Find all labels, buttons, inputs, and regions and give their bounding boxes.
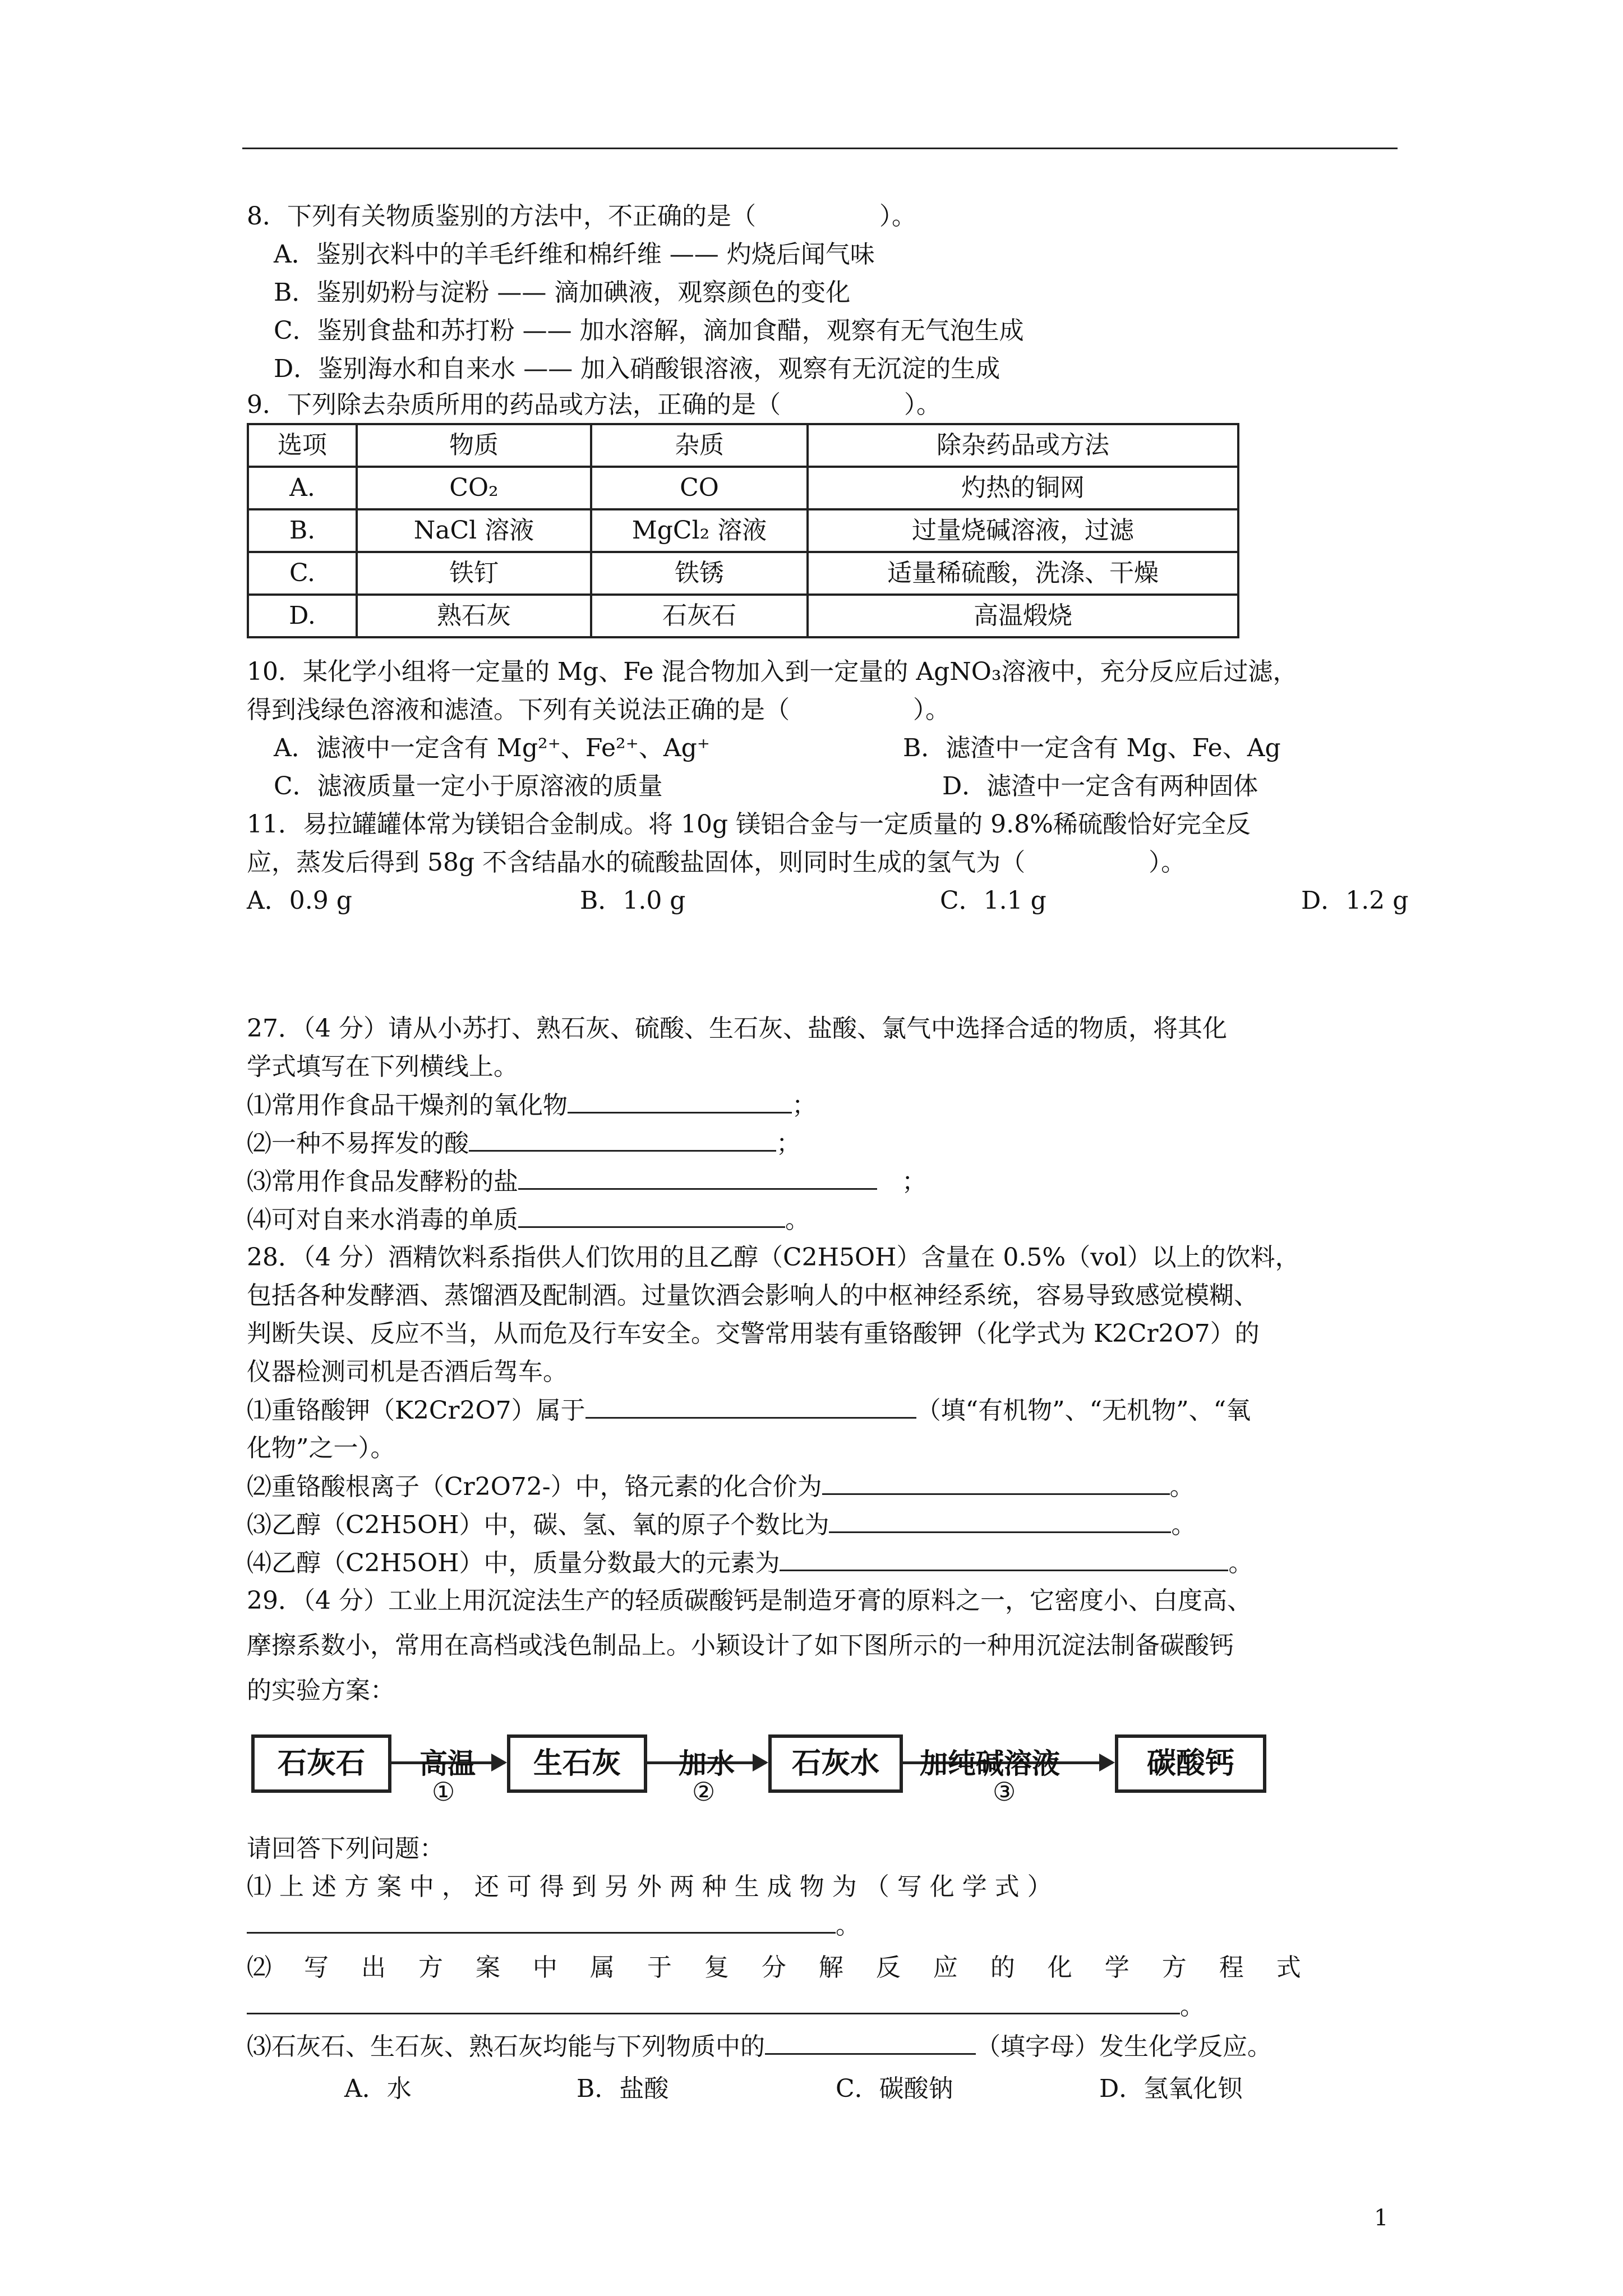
q29-sub-1-answer [247,1906,860,1945]
table-cell: CO₂ [357,467,591,509]
q27-item-4 [247,1200,810,1239]
answer-blank[interactable] [822,1467,1170,1495]
table-cell: 熟石灰 [357,595,591,637]
q27-item-1-text: ⑴常用作食品干燥剂的氧化物 [247,1091,568,1120]
q28-line-3: 判断失误、反应不当，从而危及行车安全。交警常用装有重铬酸钾（化学式为 K2Cr2O7）的 [247,1319,1260,1348]
q29-line-1: 29．（4 分）工业上用沉淀法生产的轻质碳酸钙是制造牙膏的原料之一，它密度小、白度高、 [247,1586,1252,1615]
q27-item-2 [247,1124,801,1163]
table-cell: 高温煅烧 [808,595,1238,637]
flow-box-quicklime: 生石灰 [507,1734,647,1793]
flow-label-2: 加水 [679,1747,735,1780]
table-cell: MgCl₂ 溶液 [591,509,808,552]
table-cell: C. [248,552,357,595]
punct: 。 [1169,1473,1195,1501]
flow-arrow-2 [647,1747,766,1807]
answer-blank[interactable] [765,2027,976,2055]
q11-line-1: 11．易拉罐罐体常为镁铝合金制成。将 10g 镁铝合金与一定质量的 9.8%稀硫酸恰好完全反 [247,810,1251,839]
flow-label-3: 加纯碱溶液 [920,1747,1060,1780]
q10-option-c: C．滤液质量一定小于原溶液的质量 [274,772,663,800]
answer-blank[interactable] [518,1162,877,1190]
answer-blank[interactable] [518,1200,785,1228]
q10-line-2: 得到浅绿色溶液和滤渣。下列有关说法正确的是（ ）。 [247,696,950,724]
table-header-cell: 杂质 [591,424,808,467]
punct: ； [877,1167,926,1196]
flow-step-2: ② [692,1777,716,1807]
header-rule [242,148,1398,149]
punct: 。 [1180,1992,1205,2021]
q10-option-d: D．滤渣中一定含有两种固体 [942,772,1258,800]
page-number: 1 [1374,2205,1389,2231]
q27-item-3-text: ⑶常用作食品发酵粉的盐 [247,1167,518,1196]
table-cell: 适量稀硫酸，洗涤、干燥 [808,552,1238,595]
q8-stem: 8．下列有关物质鉴别的方法中，不正确的是（ ）。 [247,202,916,231]
q27-line-2: 学式填写在下列横线上。 [247,1052,518,1081]
q28-sub-4 [247,1544,1253,1582]
table-row [248,509,1238,552]
q28-sub-3 [247,1506,1196,1544]
answer-blank[interactable] [829,1506,1171,1533]
punct: 。 [836,1911,860,1940]
table-cell: 石灰石 [591,595,808,637]
table-cell: A. [248,467,357,509]
q29-sub-2-answer [247,1987,1205,2026]
q29-line-3: 的实验方案： [247,1676,395,1705]
flow-arrow-3 [903,1747,1113,1807]
answer-blank[interactable] [568,1086,792,1114]
q8-option-c: C．鉴别食盐和苏打粉 —— 加水溶解，滴加食醋，观察有无气泡生成 [274,316,1024,345]
flow-box-limewater: 石灰水 [768,1734,903,1793]
table-row [248,552,1238,595]
q27-item-2-text: ⑵一种不易挥发的酸 [247,1129,469,1158]
q29-option-c: C．碳酸钠 [836,2074,953,2103]
q10-option-a: A．滤液中一定含有 Mg²⁺、Fe²⁺、Ag⁺ [274,734,711,762]
table-cell: 铁锈 [591,552,808,595]
q9-table [247,423,1239,638]
punct: ； [776,1129,801,1158]
q28-line-2: 包括各种发酵酒、蒸馏酒及配制酒。过量饮酒会影响人的中枢神经系统，容易导致感觉模糊、 [247,1281,1258,1310]
q29-option-d: D．氢氧化钡 [1099,2074,1243,2103]
q28-sub-4-text: ⑷乙醇（C2H5OH）中，质量分数最大的元素为 [247,1549,780,1577]
q10-line-1: 10．某化学小组将一定量的 Mg、Fe 混合物加入到一定量的 AgNO₃溶液中，充分反应后过滤， [247,657,1298,686]
q29-sub-3-hint: （填字母）发生化学反应。 [976,2032,1272,2061]
q11-line-2: 应，蒸发后得到 58g 不含结晶水的硫酸盐固体，则同时生成的氢气为（ ）。 [247,848,1186,877]
q11-option-b: B．1.0 g [580,886,686,915]
table-cell: NaCl 溶液 [357,509,591,552]
table-row [248,467,1238,509]
q11-option-c: C．1.1 g [940,886,1046,915]
table-cell: 过量烧碱溶液，过滤 [808,509,1238,552]
table-header-row [248,424,1238,467]
process-flow-diagram [247,1712,1279,1830]
table-cell: B. [248,509,357,552]
flow-label-1: 高温 [419,1747,476,1780]
q28-sub-2 [247,1467,1195,1506]
flow-box-calcium-carbonate: 碳酸钙 [1115,1734,1266,1793]
table-header-cell: 除杂药品或方法 [808,424,1238,467]
answer-blank[interactable] [780,1544,1228,1571]
q11-option-d: D．1.2 g [1301,886,1409,915]
q29-option-b: B．盐酸 [577,2074,669,2103]
q8-option-a: A．鉴别衣料中的羊毛纤维和棉纤维 —— 灼烧后闻气味 [274,240,875,269]
q8-option-d: D．鉴别海水和自来水 —— 加入硝酸银溶液，观察有无沉淀的生成 [274,355,1000,383]
punct: 。 [785,1205,810,1234]
q29-option-a: A．水 [344,2074,412,2103]
q28-sub-1-text: ⑴重铬酸钾（K2Cr2O7）属于 [247,1396,585,1425]
table-cell: D. [248,595,357,637]
punct: ； [792,1091,817,1120]
q10-option-b: B．滤渣中一定含有 Mg、Fe、Ag [903,734,1281,762]
q11-option-a: A．0.9 g [247,886,352,915]
q28-line-4: 仪器检测司机是否酒后驾车。 [247,1358,568,1386]
flow-step-1: ① [432,1777,455,1807]
q28-sub-3-text: ⑶乙醇（C2H5OH）中，碳、氢、氧的原子个数比为 [247,1511,829,1539]
flow-arrow-1 [391,1747,505,1807]
q28-sub-1-cont: 化物”之一）。 [247,1434,395,1462]
answer-blank[interactable] [469,1124,776,1152]
flow-step-3: ③ [993,1777,1016,1807]
q27-item-1 [247,1086,817,1125]
q28-sub-1-hint: （填“有机物”、“无机物”、“氧 [916,1396,1251,1425]
q29-line-2: 摩擦系数小，常用在高档或浅色制品上。小颖设计了如下图所示的一种用沉淀法制备碳酸钙 [247,1631,1234,1660]
answer-blank[interactable] [247,1987,1180,2014]
q29-sub-3 [247,2027,1272,2066]
q27-item-4-text: ⑷可对自来水消毒的单质 [247,1205,518,1234]
q28-sub-2-text: ⑵重铬酸根离子（Cr2O72-）中，铬元素的化合价为 [247,1473,822,1501]
q9-stem: 9．下列除去杂质所用的药品或方法，正确的是（ ）。 [247,390,941,419]
q28-sub-1 [247,1391,1251,1430]
q29-sub-3-text: ⑶石灰石、生石灰、熟石灰均能与下列物质中的 [247,2032,765,2061]
flow-box-limestone: 石灰石 [251,1734,391,1793]
punct: 。 [1171,1511,1196,1539]
punct: 。 [1228,1549,1253,1577]
q27-line-1: 27．（4 分）请从小苏打、熟石灰、硫酸、生石灰、盐酸、氯气中选择合适的物质，将其化 [247,1014,1227,1043]
table-cell: 灼热的铜网 [808,467,1238,509]
table-row [248,595,1238,637]
q29-prompt: 请回答下列问题： [247,1834,444,1863]
q8-option-b: B．鉴别奶粉与淀粉 —— 滴加碘液，观察颜色的变化 [274,278,851,307]
q29-sub-1: ⑴ 上 述 方 案 中 ， 还 可 得 到 另 外 两 种 生 成 物 为 （ 写 化 学 式 ） [247,1872,1052,1901]
answer-blank[interactable] [247,1906,836,1934]
q28-line-1: 28．（4 分）酒精饮料系指供人们饮用的且乙醇（C2H5OH）含量在 0.5%（vol）以上的饮料， [247,1243,1300,1272]
q29-sub-2: ⑵ 写 出 方 案 中 属 于 复 分 解 反 应 的 化 学 方 程 式 [247,1953,1301,1982]
table-header-cell: 物质 [357,424,591,467]
table-header-cell: 选项 [248,424,357,467]
table-cell: 铁钉 [357,552,591,595]
table-cell: CO [591,467,808,509]
answer-blank[interactable] [585,1391,916,1419]
q27-item-3 [247,1162,926,1201]
